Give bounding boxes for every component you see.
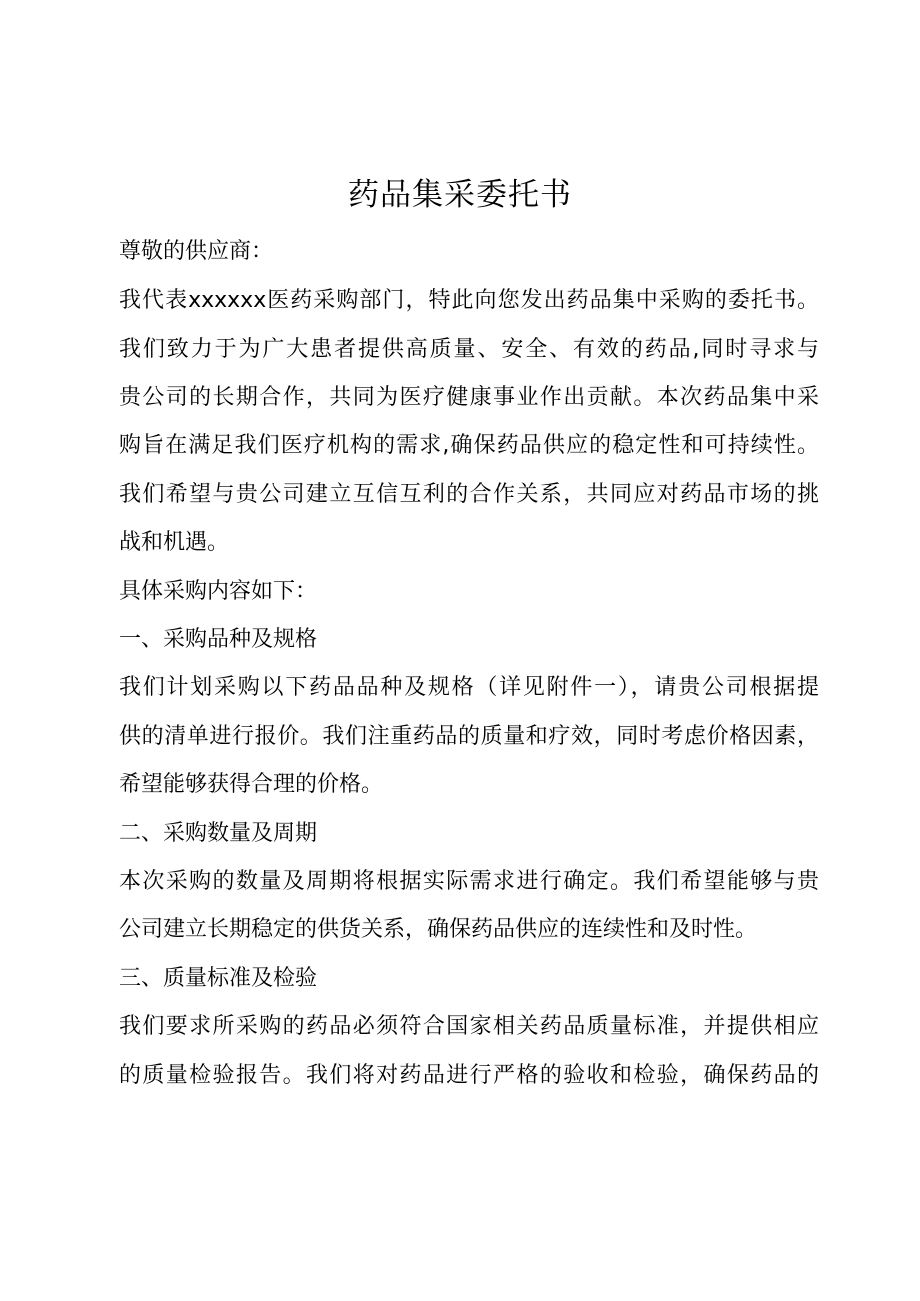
salutation: 尊敬的供应商： xyxy=(119,239,274,264)
paragraph-line: 我们计划采购以下药品品种及规格（详见附件一），请贵公司根据提 xyxy=(119,675,819,700)
paragraph-line: 的质量检验报告。我们将对药品进行严格的验收和检验，确保药品的 xyxy=(119,1063,819,1088)
section-heading: 二、采购数量及周期 xyxy=(119,821,318,846)
section-heading: 一、采购品种及规格 xyxy=(119,627,318,652)
paragraph-line: 公司建立长期稳定的供货关系，确保药品供应的连续性和及时性。 xyxy=(119,917,758,942)
paragraph-line: 本次采购的数量及周期将根据实际需求进行确定。我们希望能够与贵 xyxy=(119,869,819,894)
paragraph-line: 我们致力于为广大患者提供高质量、安全、有效的药品,同时寻求与 xyxy=(119,337,819,362)
paragraph-line: 我们希望与贵公司建立互信互利的合作关系，共同应对药品市场的挑 xyxy=(119,482,819,507)
paragraph-line: 希望能够获得合理的价格。 xyxy=(119,772,384,797)
paragraph-line: 我代表xxxxxx医药采购部门，特此向您发出药品集中采购的委托书。 xyxy=(119,288,819,313)
paragraph-line: 供的清单进行报价。我们注重药品的质量和疗效，同时考虑价格因素， xyxy=(119,724,819,749)
paragraph-line: 购旨在满足我们医疗机构的需求,确保药品供应的稳定性和可持续性。 xyxy=(119,433,819,458)
section-heading: 三、质量标准及检验 xyxy=(119,966,318,991)
document-title: 药品集采委托书 xyxy=(348,177,572,213)
paragraph-line: 贵公司的长期合作，共同为医疗健康事业作出贡献。本次药品集中采 xyxy=(119,385,819,410)
paragraph-line: 我们要求所采购的药品必须符合国家相关药品质量标准，并提供相应 xyxy=(119,1014,819,1039)
paragraph-line: 具体采购内容如下： xyxy=(119,579,318,604)
paragraph-line: 战和机遇。 xyxy=(119,530,230,555)
